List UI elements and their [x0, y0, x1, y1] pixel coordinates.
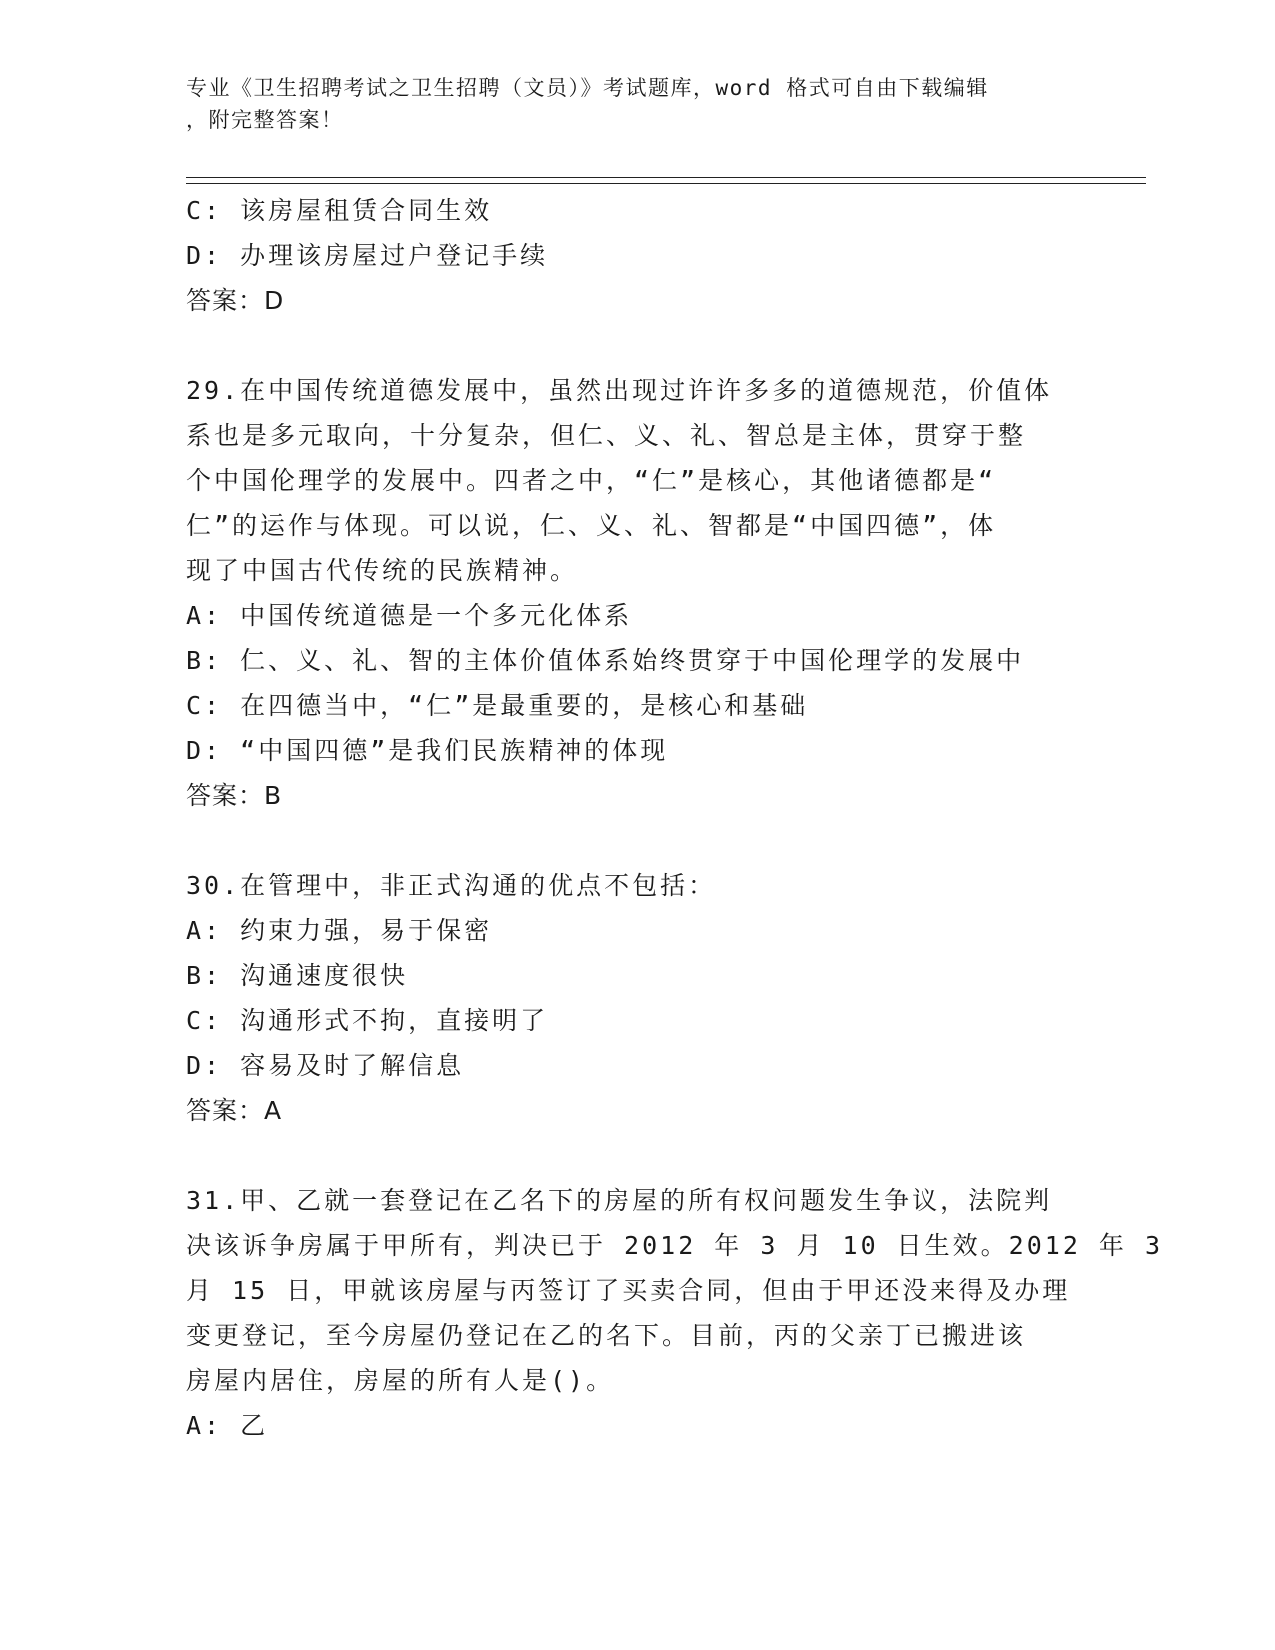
question-31	[186, 1178, 1164, 1448]
spacer	[186, 818, 1086, 863]
option-d: D: 容易及时了解信息	[186, 1051, 465, 1080]
header-rule-top	[186, 177, 1146, 178]
question-content	[186, 188, 1164, 1448]
header-line-2: ，附完整答案！	[186, 108, 344, 132]
question-stem-line: 变更登记，至今房屋仍登记在乙的名下。目前，丙的父亲丁已搬进该	[186, 1321, 1027, 1350]
question-stem-line: 房屋内居住，房屋的所有人是()。	[186, 1366, 615, 1395]
question-stem-line: 仁”的运作与体现。可以说，仁、义、礼、智都是“中国四德”，体	[186, 511, 997, 540]
question-stem-line: 30.在管理中，非正式沟通的优点不包括：	[186, 871, 717, 900]
option-b: B: 沟通速度很快	[186, 961, 409, 990]
option-a: A: 约束力强，易于保密	[186, 916, 493, 945]
header-line-1: 专业《卫生招聘考试之卫生招聘（文员）》考试题库，word 格式可自由下载编辑	[186, 76, 989, 100]
option-b: B: 仁、义、礼、智的主体价值体系始终贯穿于中国伦理学的发展中	[186, 646, 1025, 675]
answer-line: 答案：D	[186, 286, 285, 315]
question-stem-line: 决该诉争房属于甲所有，判决已于 2012 年 3 月 10 日生效。2012 年 3	[186, 1231, 1164, 1260]
option-d: D: “中国四德”是我们民族精神的体现	[186, 736, 669, 765]
option-a: A: 乙	[186, 1411, 269, 1440]
answer-line: 答案：A	[186, 1096, 283, 1125]
question-stem-line: 现了中国古代传统的民族精神。	[186, 556, 579, 585]
document-header	[186, 72, 1066, 136]
spacer	[186, 1133, 1086, 1178]
question-stem-line: 月 15 日，甲就该房屋与丙签订了买卖合同，但由于甲还没来得及办理	[186, 1276, 1071, 1305]
spacer	[186, 323, 1086, 368]
question-stem-line: 29.在中国传统道德发展中，虽然出现过许许多多的道德规范，价值体	[186, 376, 1053, 405]
header-rule-bottom	[186, 183, 1146, 184]
option-c: C: 在四德当中，“仁”是最重要的，是核心和基础	[186, 691, 809, 720]
question-stem-line: 31.甲、乙就一套登记在乙名下的房屋的所有权问题发生争议，法院判	[186, 1186, 1053, 1215]
option-c: C: 沟通形式不拘，直接明了	[186, 1006, 549, 1035]
question-30	[186, 863, 1086, 1133]
question-stem-line: 个中国伦理学的发展中。四者之中，“仁”是核心，其他诸德都是“	[186, 466, 997, 495]
option-a: A: 中国传统道德是一个多元化体系	[186, 601, 633, 630]
question-28	[186, 188, 1086, 323]
answer-line: 答案：B	[186, 781, 283, 810]
question-stem-line: 系也是多元取向，十分复杂，但仁、义、礼、智总是主体，贯穿于整	[186, 421, 1027, 450]
question-29	[186, 368, 1086, 818]
option-c: C: 该房屋租赁合同生效	[186, 196, 493, 225]
option-d: D: 办理该房屋过户登记手续	[186, 241, 549, 270]
